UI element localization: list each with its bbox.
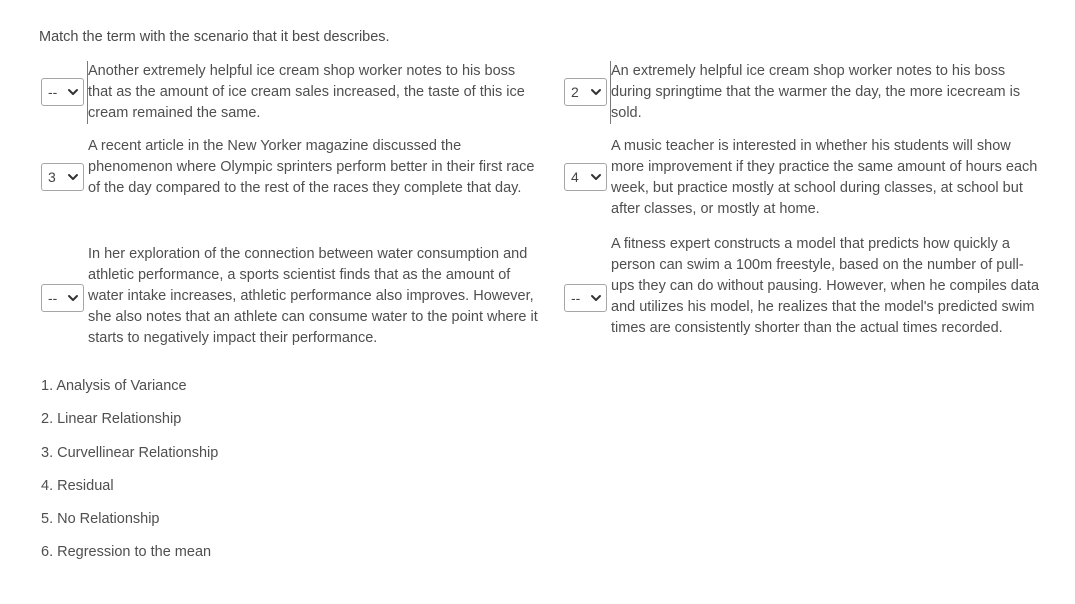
chevron-down-icon xyxy=(590,171,602,183)
term-select-value: -- xyxy=(48,84,58,100)
term-select-1[interactable] xyxy=(41,78,84,106)
term-item: 6. Regression to the mean xyxy=(41,544,212,561)
scenario-text: A fitness expert constructs a model that predicts how quickly a person can swim a 100m freestyle, based on the number of pull-ups they can do without pausing. However, when he compiles data and utilizes his model, he realizes that the model's predicted swim times are consistently shorter than the actual times recorded. xyxy=(611,236,1040,336)
term-item: 3. Curvellinear Relationship xyxy=(41,444,219,461)
scenario-3 xyxy=(87,136,543,199)
terms-list xyxy=(41,376,218,576)
term-item: 2. Linear Relationship xyxy=(41,411,182,428)
chevron-down-icon xyxy=(67,171,79,183)
term-select-2[interactable] xyxy=(564,78,607,106)
scenario-6 xyxy=(610,234,1043,339)
scenario-text: A music teacher is interested in whether his students will show more improvement if they practice the same amount of hours each week, but practice mostly at school during classes, at school but after classes, or mostly at home. xyxy=(611,138,1038,217)
term-select-3[interactable] xyxy=(41,163,84,191)
term-select-value: 2 xyxy=(571,84,579,100)
term-item: 1. Analysis of Variance xyxy=(41,378,187,394)
scenario-4 xyxy=(610,136,1041,220)
scenario-text: A recent article in the New Yorker magazine discussed the phenomenon where Olympic sprinters perform better in their first race of the day compared to the rest of the races they complete that day. xyxy=(88,138,535,196)
scenario-text: An extremely helpful ice cream shop worker notes to his boss during springtime that the warmer the day, the more icecream is sold. xyxy=(611,63,1021,121)
term-select-5[interactable] xyxy=(41,284,84,312)
scenario-2 xyxy=(610,61,1041,124)
term-select-value: -- xyxy=(48,290,58,306)
scenario-5 xyxy=(87,244,543,349)
question-prompt: Match the term with the scenario that it best describes. xyxy=(39,29,390,45)
chevron-down-icon xyxy=(67,292,79,304)
term-select-6[interactable] xyxy=(564,284,607,312)
chevron-down-icon xyxy=(590,86,602,98)
term-select-value: 3 xyxy=(48,169,56,185)
chevron-down-icon xyxy=(590,292,602,304)
chevron-down-icon xyxy=(67,86,79,98)
scenario-1 xyxy=(87,61,543,124)
term-select-value: 4 xyxy=(571,169,579,185)
term-select-4[interactable] xyxy=(564,163,607,191)
term-select-value: -- xyxy=(571,290,581,306)
scenario-text: In her exploration of the connection between water consumption and athletic performance, a sports scientist finds that as the amount of water intake increases, athletic performance also improves. However, she also notes that an athlete can consume water to the point where it starts to negatively impact their performance. xyxy=(88,246,538,346)
term-item: 4. Residual xyxy=(41,477,114,494)
term-item: 5. No Relationship xyxy=(41,511,160,528)
scenario-text: Another extremely helpful ice cream shop worker notes to his boss that as the amount of ice cream sales increased, the taste of this ice cream remained the same. xyxy=(88,63,525,121)
